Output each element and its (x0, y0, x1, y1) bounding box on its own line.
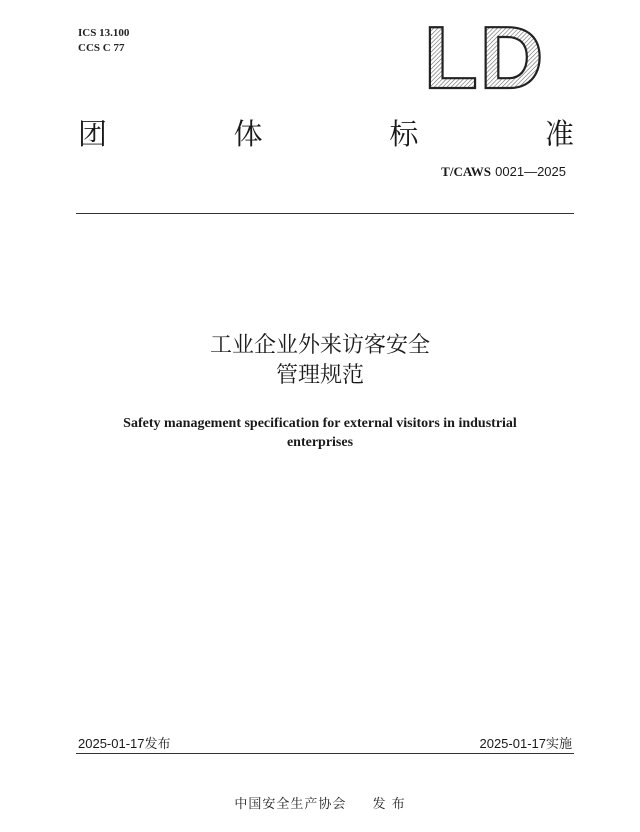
publisher-line (0, 793, 640, 812)
chinese-title-line-2: 管理规范 (275, 363, 364, 388)
publish-date-label: 发布 (144, 737, 171, 752)
publish-date (78, 733, 171, 752)
standard-number (441, 164, 566, 180)
title-char-2: 体 (233, 117, 263, 151)
ld-logo (422, 14, 554, 96)
ics-code: ICS 13.100 (78, 27, 130, 39)
implement-date-value: 2025-01-17 (479, 736, 546, 751)
publish-date-value: 2025-01-17 (78, 736, 145, 751)
publisher-action: 发 布 (372, 797, 406, 812)
ld-logo-text: LD (424, 14, 546, 96)
publisher-name: 中国安全生产协会 (234, 797, 347, 812)
title-char-3: 标 (389, 117, 419, 151)
title-char-1: 团 (78, 117, 108, 151)
english-title-line-1: Safety management specification for external visitors in industrial (123, 416, 517, 431)
ccs-code: CCS C 77 (78, 42, 125, 54)
standard-number-prefix: T/CAWS (441, 164, 492, 179)
bottom-divider (76, 753, 574, 754)
top-divider (76, 213, 574, 214)
document-type-title (78, 112, 574, 153)
chinese-title-line-1: 工业企业外来访客安全 (209, 333, 430, 358)
english-title-line-2: enterprises (286, 435, 354, 450)
title-char-4: 准 (544, 117, 574, 151)
implement-date-label: 实施 (545, 737, 572, 752)
implement-date (479, 733, 572, 752)
standard-number-digits: 0021—2025 (495, 164, 566, 179)
classification-codes (78, 26, 129, 56)
